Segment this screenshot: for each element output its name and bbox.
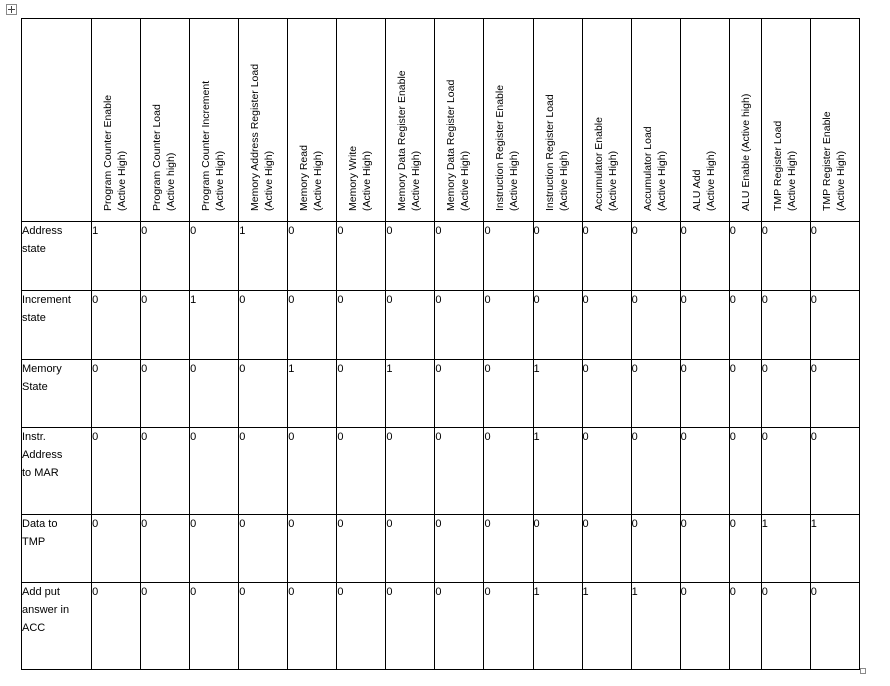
column-header-text [592,117,620,211]
row-label [22,360,92,428]
table-cell: 0 [92,291,141,360]
column-header-line1: Memory Address Register Load [249,63,262,211]
table-cell: 0 [680,583,729,670]
column-header-line1: Instruction Register Load [543,94,556,211]
table-cell: 0 [729,428,761,515]
table-cell: 0 [239,428,288,515]
corner-cell [22,19,92,222]
column-header [761,19,810,222]
table-cell: 0 [680,360,729,428]
row-label-line: Add put [22,586,60,598]
row-label-line: answer in [22,604,70,616]
column-header [435,19,484,222]
table-cell: 0 [761,360,810,428]
column-header-line1: TMP Register Enable [820,111,833,211]
row-label-line: Memory [22,363,62,375]
column-header-line2: (Active High) [263,150,276,211]
column-header-line1: Memory Read [298,145,311,211]
table-cell: 0 [141,515,190,583]
table-cell: 0 [141,291,190,360]
column-header-line2: (Active High) [312,150,325,211]
table-cell: 0 [810,291,859,360]
row-label-line: TMP [22,536,46,548]
column-header-text [820,111,848,211]
table-cell: 0 [386,222,435,291]
header-row [22,19,860,222]
table-resize-handle[interactable] [860,668,866,674]
table-cell: 1 [288,360,337,428]
table-cell: 1 [631,583,680,670]
table-cell: 0 [239,291,288,360]
row-label-line: Increment [22,294,71,306]
table-cell: 0 [288,583,337,670]
column-header-text [543,94,571,211]
row-label-line: state [22,312,46,324]
table-cell: 1 [190,291,239,360]
column-header-text [739,94,753,211]
table-cell: 0 [190,515,239,583]
table-body [22,222,860,670]
table-cell: 0 [484,515,533,583]
column-header-line1: Accumulator Enable [592,117,605,211]
table-cell: 0 [761,291,810,360]
table-cell: 0 [141,360,190,428]
table-cell: 0 [810,222,859,291]
column-header-text [150,104,178,211]
table-cell: 0 [484,291,533,360]
column-header-line2: (Active High) [606,150,619,211]
table-cell: 0 [729,291,761,360]
row-label-line: state [22,243,46,255]
table-cell: 1 [533,360,582,428]
table-cell: 0 [190,360,239,428]
table-cell: 0 [484,360,533,428]
column-header [239,19,288,222]
table-cell: 0 [680,428,729,515]
table-cell: 0 [484,428,533,515]
column-header [484,19,533,222]
column-header-line2: (Active High) [361,150,374,211]
table-cell: 0 [386,583,435,670]
column-header [729,19,761,222]
table-cell: 0 [239,515,288,583]
table-cell: 0 [141,583,190,670]
table-cell: 0 [386,428,435,515]
column-header-line2: (Active High) [410,150,423,211]
table-cell: 0 [631,222,680,291]
table-cell: 0 [337,222,386,291]
column-header [190,19,239,222]
column-header-text [346,146,374,211]
row-label-line: Address [22,449,63,461]
table-row [22,583,860,670]
table-move-handle[interactable] [6,4,17,15]
column-header-text [641,126,669,211]
column-header-line1: Program Counter Increment [200,80,213,211]
column-header [288,19,337,222]
table-cell: 0 [761,428,810,515]
table-cell: 0 [435,428,484,515]
table-cell: 0 [190,583,239,670]
table-cell: 0 [582,515,631,583]
table-row [22,222,860,291]
column-header-line2: (Active High) [655,150,668,211]
table-cell: 0 [239,360,288,428]
column-header [533,19,582,222]
table-cell: 0 [92,583,141,670]
table-cell: 0 [92,428,141,515]
table-cell: 0 [729,222,761,291]
table-cell: 1 [582,583,631,670]
table-cell: 0 [729,515,761,583]
table-cell: 0 [386,291,435,360]
column-header [386,19,435,222]
table-cell: 0 [435,515,484,583]
column-header-text [493,85,521,211]
table-cell: 0 [288,428,337,515]
column-header-line2: (Active High) [704,150,717,211]
row-label-line: Instr. [22,431,46,443]
table-cell: 1 [92,222,141,291]
table-cell: 0 [631,360,680,428]
table-cell: 0 [337,360,386,428]
table-cell: 0 [337,428,386,515]
table-cell: 0 [729,360,761,428]
column-header-line1: Memory Data Register Enable [396,70,409,211]
table-cell: 0 [810,583,859,670]
table-cell: 0 [92,360,141,428]
table-cell: 0 [631,428,680,515]
column-header-line2: (Active High) [557,150,570,211]
column-header-line2: (Active High) [834,150,847,211]
table-row [22,291,860,360]
table-cell: 0 [337,515,386,583]
table-cell: 0 [288,222,337,291]
row-label-line: ACC [22,622,46,634]
row-label-line: to MAR [22,467,59,479]
table-cell: 1 [761,515,810,583]
column-header-line2: (Active high) [165,152,178,211]
column-header-line1: Accumulator Load [641,126,654,211]
table-cell: 0 [582,291,631,360]
row-label [22,291,92,360]
table-cell: 0 [435,291,484,360]
table-cell: 1 [386,360,435,428]
column-header-text [248,64,276,211]
column-header [810,19,859,222]
table-cell: 0 [141,428,190,515]
table-cell: 0 [631,515,680,583]
table-cell: 0 [190,222,239,291]
column-header-text [444,80,472,211]
column-header [141,19,190,222]
table-cell: 0 [533,222,582,291]
row-label [22,428,92,515]
column-header-line2: (Active High) [116,150,129,211]
table-cell: 0 [484,222,533,291]
table-cell: 0 [288,291,337,360]
table-cell: 0 [680,291,729,360]
column-header-line1: Program Counter Load [151,104,164,211]
row-label [22,515,92,583]
table-cell: 0 [680,515,729,583]
row-label-line: Data to [22,518,58,530]
table-row [22,515,860,583]
table-row [22,360,860,428]
table-cell: 1 [533,583,582,670]
table-cell: 0 [288,515,337,583]
column-header-line2: (Active High) [785,150,798,211]
table-cell: 0 [761,583,810,670]
table-cell: 0 [190,428,239,515]
table-cell: 0 [141,222,190,291]
column-header [680,19,729,222]
column-header-text [101,95,129,211]
column-header-text [199,81,227,211]
table-cell: 1 [533,428,582,515]
column-header-text [395,70,423,211]
column-header-line1: ALU Add [690,169,703,211]
table-cell: 0 [582,360,631,428]
table-row [22,428,860,515]
column-header-line1: Program Counter Enable [102,94,115,211]
column-header-line1: Instruction Register Enable [494,84,507,211]
column-header-line1: Memory Data Register Load [445,79,458,211]
table-cell: 0 [386,515,435,583]
column-header-line2: (Active High) [508,150,521,211]
column-header [92,19,141,222]
table-cell: 0 [761,222,810,291]
table-cell: 1 [810,515,859,583]
table-cell: 0 [582,428,631,515]
column-header [337,19,386,222]
table-cell: 0 [810,428,859,515]
column-header [582,19,631,222]
control-signal-table [21,18,860,670]
row-label-line: Address [22,225,63,237]
column-header-line2: (Active High) [214,150,227,211]
table-cell: 0 [582,222,631,291]
table-cell: 0 [533,515,582,583]
column-header-line1: TMP Register Load [771,120,784,211]
table-cell: 0 [631,291,680,360]
column-header-text [771,121,799,211]
table-cell: 0 [435,222,484,291]
row-label-line: State [22,381,48,393]
table-cell: 1 [239,222,288,291]
table-cell: 0 [435,360,484,428]
table-cell: 0 [239,583,288,670]
table-cell: 0 [484,583,533,670]
column-header-line1: Memory Write [347,145,360,211]
table-cell: 0 [337,291,386,360]
column-header-line2: (Active High) [459,150,472,211]
column-header [631,19,680,222]
table-cell: 0 [92,515,141,583]
column-header-line1: ALU Enable (Active high) [739,93,752,211]
table-cell: 0 [680,222,729,291]
table-cell: 0 [435,583,484,670]
table-cell: 0 [337,583,386,670]
table-cell: 0 [810,360,859,428]
row-label [22,222,92,291]
column-header-text [297,145,325,211]
column-header-text [690,151,718,211]
table-cell: 0 [729,583,761,670]
table-cell: 0 [533,291,582,360]
row-label [22,583,92,670]
